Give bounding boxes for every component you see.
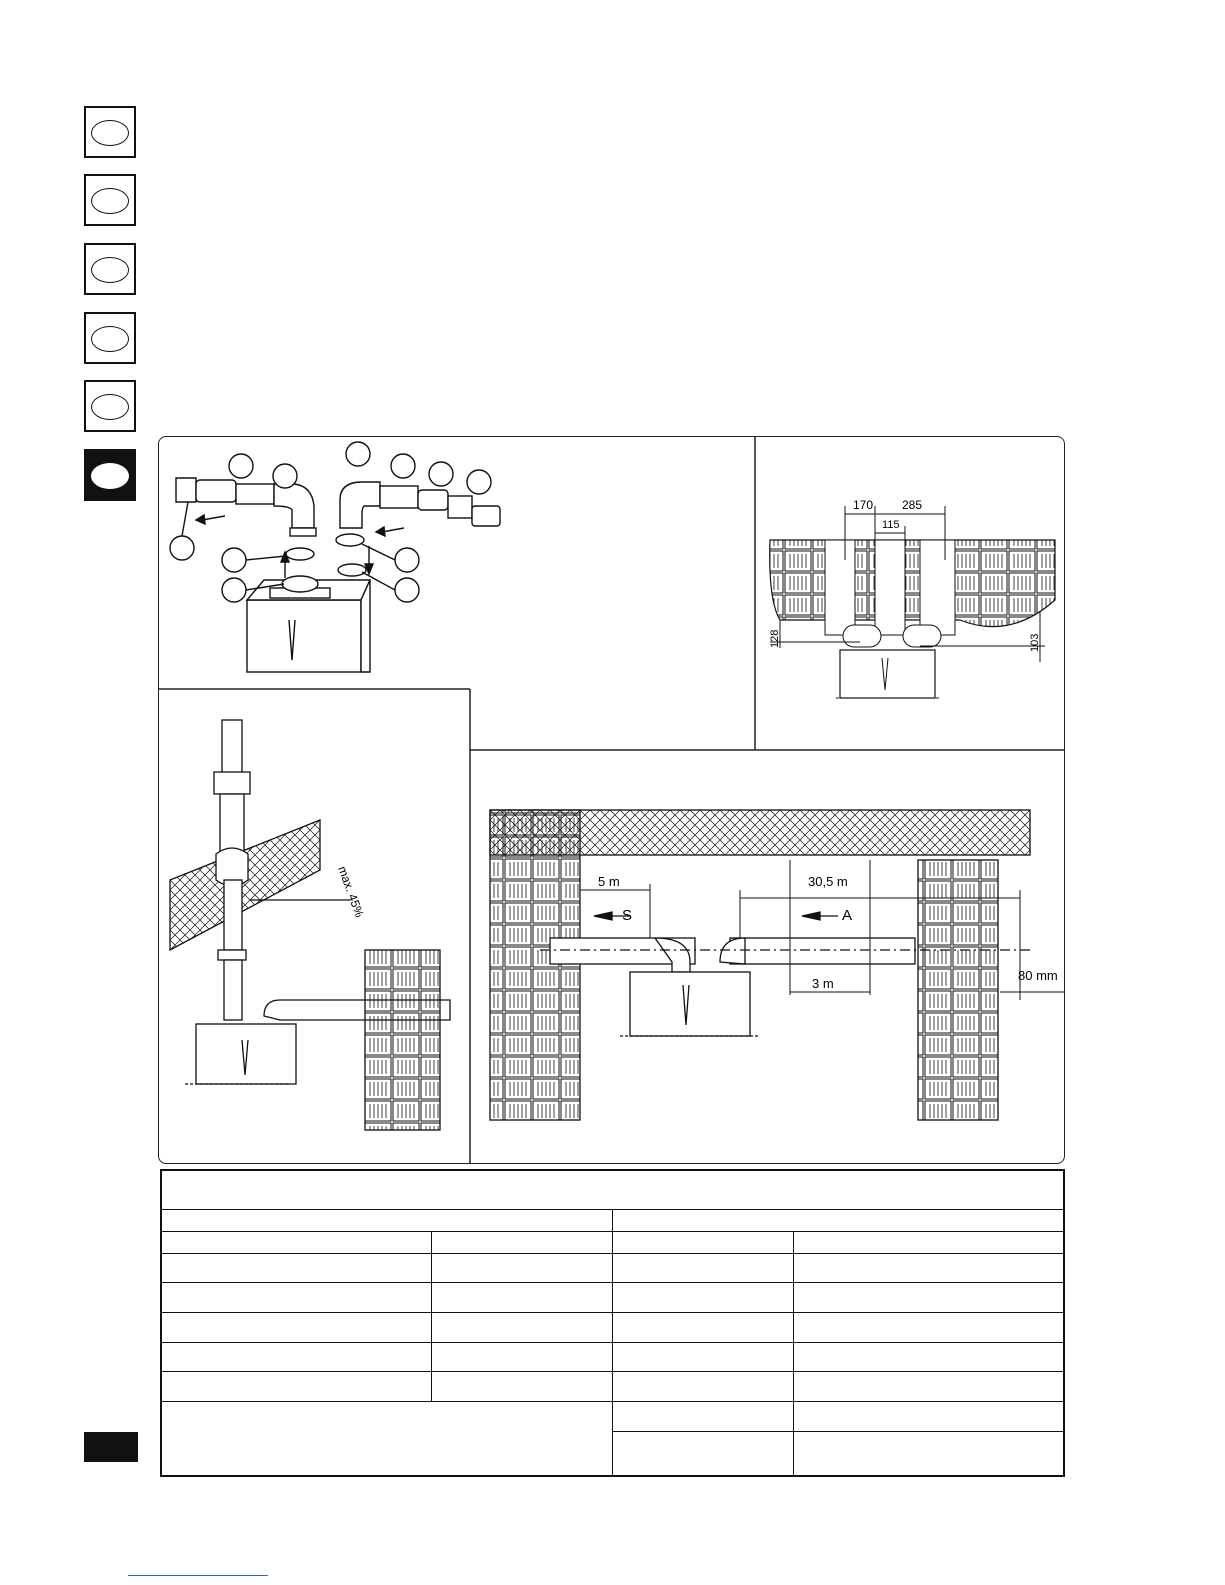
table-cell [612,1231,793,1253]
table-cell [432,1342,613,1372]
dim-80mm: 80 mm [1018,968,1058,983]
table-group-header-left [161,1209,612,1231]
table-cell [793,1372,1064,1402]
table-cell [793,1283,1064,1313]
table-cell [161,1342,432,1372]
table-cell [432,1231,613,1253]
table-group-header-right [612,1209,1064,1231]
table-merged-cell [161,1402,612,1476]
dim-285: 285 [902,498,923,512]
exploded-assembly [170,442,500,672]
table-cell [793,1402,1064,1432]
table-cell [612,1372,793,1402]
data-table [160,1169,1065,1477]
table-cell [161,1372,432,1402]
label-a: A [842,907,853,924]
table-cell [161,1312,432,1342]
table-cell [432,1253,613,1283]
dim-115: 115 [882,519,900,531]
table-cell [161,1283,432,1313]
dim-30-5m: 30,5 m [808,874,848,889]
table-cell [793,1342,1064,1372]
label-s: S [622,907,633,924]
wall-section-top-right [769,498,1055,698]
dim-5m: 5 m [598,874,620,889]
table-cell [432,1312,613,1342]
table-cell [612,1253,793,1283]
dim-103: 103 [1029,633,1041,652]
table-cell [793,1231,1064,1253]
table-cell [612,1342,793,1372]
dim-128: 128 [769,629,781,648]
table-cell [793,1431,1064,1476]
table-cell [161,1253,432,1283]
horizontal-run-section [490,810,1064,1120]
table-cell [612,1312,793,1342]
table-cell [432,1372,613,1402]
table-cell [793,1253,1064,1283]
table-cell [432,1283,613,1313]
table-cell [161,1231,432,1253]
table-cell [612,1402,793,1432]
dim-170: 170 [853,498,874,512]
table-cell [612,1283,793,1313]
table-cell [612,1431,793,1476]
dim-3m: 3 m [812,976,834,991]
footer-link-underline[interactable] [128,1575,268,1576]
table-cell [793,1312,1064,1342]
roof-angle-label: max. 45% [335,864,367,920]
roof-flue-section [170,720,450,1130]
table-title-row [161,1170,1064,1209]
